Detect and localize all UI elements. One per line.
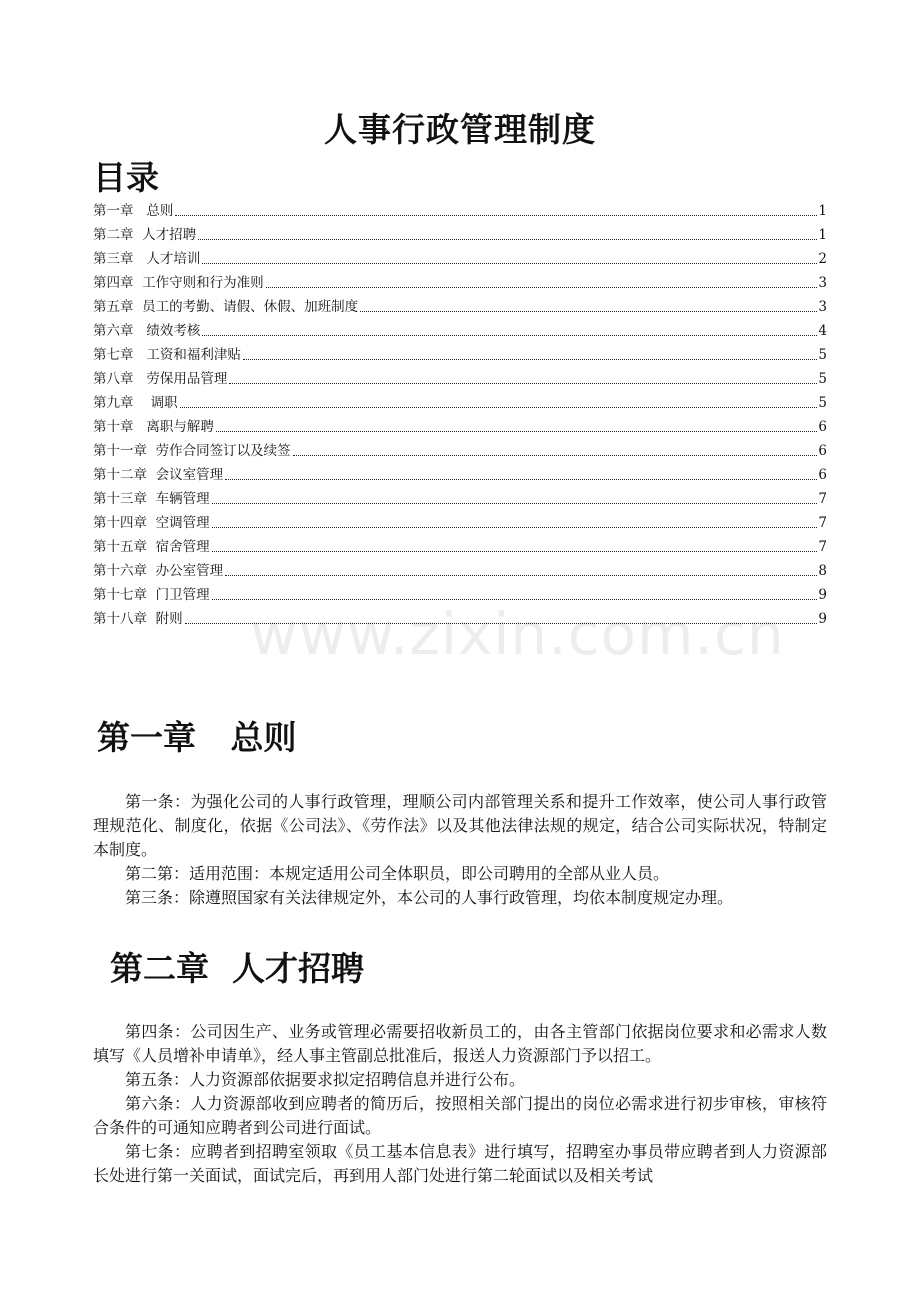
toc-entry-page-number: 4 [818,323,827,339]
toc-entry[interactable] [93,295,827,319]
toc-entry-label: 第十六章 办公室管理 [93,563,224,579]
toc-entry[interactable] [93,319,827,343]
toc-entry[interactable] [93,343,827,367]
toc-entry-page-number: 1 [818,203,827,219]
toc-entry[interactable] [93,463,827,487]
paragraph: 第五条：人力资源部依据要求拟定招聘信息并进行公布。 [125,1070,526,1089]
toc-entry-page-number: 6 [818,419,827,435]
paragraph: 第一条：为强化公司的人事行政管理，理顺公司内部管理关系和提升工作效率，使公司人事行政管理规范化、制度化，依据《公司法》、《劳作法》以及其他法律法规的规定，结合公司实际状况，特制定本制度。 [93,792,827,859]
toc-entry-label: 第十章 离职与解聘 [93,419,214,435]
toc-dot-leader [212,550,818,552]
toc-entry[interactable] [93,487,827,511]
toc-entry-page-number: 6 [818,443,827,459]
toc-entry[interactable] [93,415,827,439]
toc-dot-leader [225,574,817,576]
toc-dot-leader [225,478,817,480]
toc-entry-label: 第十七章 门卫管理 [93,587,210,603]
toc-entry[interactable] [93,247,827,271]
toc-dot-leader [202,262,817,264]
chapter-heading: 第一章 总则 [97,718,297,757]
toc-dot-leader [212,526,818,528]
toc-dot-leader [229,382,817,384]
toc-entry-label: 第六章 绩效考核 [93,323,201,339]
toc-entry-label: 第十五章 宿舍管理 [93,539,210,555]
toc-dot-leader [198,238,817,240]
toc-entry-label: 第十二章 会议室管理 [93,467,224,483]
watermark: www.zixin.com.cn [250,600,785,668]
toc-entry-page-number: 9 [818,611,827,627]
toc-entry-label: 第二章 人才招聘 [93,227,197,243]
toc-entry-page-number: 7 [818,491,827,507]
toc-dot-leader [180,406,818,408]
toc-entry-label: 第七章 工资和福利津贴 [93,347,241,363]
toc-entry[interactable] [93,271,827,295]
toc-entry-page-number: 8 [818,563,827,579]
toc-dot-leader [360,310,817,312]
toc-entry-label: 第九章 调职 [93,395,178,411]
toc-entry-label: 第五章 员工的考勤、请假、休假、加班制度 [93,299,359,315]
toc-entry-page-number: 7 [818,539,827,555]
toc-entry[interactable] [93,391,827,415]
toc-entry[interactable] [93,535,827,559]
toc-entry-page-number: 6 [818,467,827,483]
toc-dot-leader [266,286,818,288]
toc-entry-label: 第十八章 附则 [93,611,183,627]
toc-dot-leader [216,430,818,432]
toc-entry-label: 第十四章 空调管理 [93,515,210,531]
toc-dot-leader [243,358,818,360]
toc-entry-label: 第一章 总则 [93,203,174,219]
toc-entry-page-number: 3 [818,275,827,291]
paragraph: 第三条：除遵照国家有关法律规定外，本公司的人事行政管理，均依本制度规定办理。 [125,888,734,907]
toc-dot-leader [175,214,817,216]
paragraph: 第六条：人力资源部收到应聘者的简历后，按照相关部门提出的岗位必需求进行初步审核，审核符合条件的可通知应聘者到公司进行面试。 [93,1094,827,1137]
table-of-contents [93,199,827,631]
toc-entry-page-number: 5 [818,371,827,387]
toc-entry-page-number: 3 [818,299,827,315]
toc-dot-leader [212,502,818,504]
paragraph: 第二第：适用范围：本规定适用公司全体职员，即公司聘用的全部从业人员。 [125,864,670,883]
toc-entry-page-number: 7 [818,515,827,531]
toc-entry-page-number: 1 [818,227,827,243]
paragraph: 第七条：应聘者到招聘室领取《员工基本信息表》进行填写，招聘室办事员带应聘者到人力资源部长处进行第一关面试，面试完后，再到用人部门处进行第二轮面试以及相关考试 [93,1142,827,1185]
toc-entry-page-number: 2 [818,251,827,267]
paragraph: 第四条：公司因生产、业务或管理必需要招收新员工的，由各主管部门依据岗位要求和必需求人数填写《人员增补申请单》，经人事主管副总批准后，报送人力资源部门予以招工。 [93,1022,827,1065]
toc-entry[interactable] [93,223,827,247]
toc-entry[interactable] [93,199,827,223]
toc-entry[interactable] [93,511,827,535]
toc-entry-page-number: 5 [818,395,827,411]
toc-entry[interactable] [93,559,827,583]
toc-entry[interactable] [93,367,827,391]
toc-entry-label: 第十一章 劳作合同签订以及续签 [93,443,291,459]
toc-heading: 目录 [93,158,159,197]
toc-entry-label: 第四章 工作守则和行为准则 [93,275,264,291]
toc-entry-page-number: 5 [818,347,827,363]
toc-entry-label: 第三章 人才培训 [93,251,201,267]
toc-dot-leader [293,454,818,456]
toc-dot-leader [202,334,817,336]
chapter-heading: 第二章 人才招聘 [110,949,364,988]
toc-entry-label: 第八章 劳保用品管理 [93,371,228,387]
toc-entry-page-number: 9 [818,587,827,603]
toc-entry-label: 第十三章 车辆管理 [93,491,210,507]
document-title: 人事行政管理制度 [324,110,596,149]
toc-entry[interactable] [93,439,827,463]
